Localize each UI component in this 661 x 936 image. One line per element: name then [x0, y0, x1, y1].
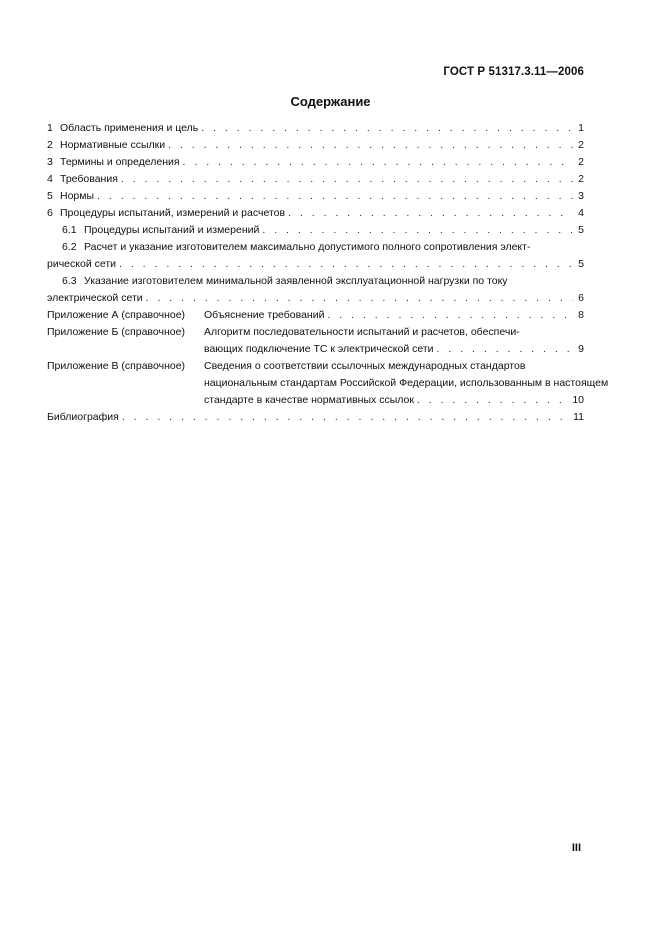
table-of-contents — [47, 120, 609, 426]
entry-page: 4 — [578, 207, 584, 219]
entry-label-line-1: Расчет и указание изготовителем максимально допустимого полного сопротивления элект- — [84, 241, 531, 253]
dot-leader — [97, 188, 573, 205]
toc-appendix-a[interactable] — [47, 307, 584, 324]
entry-line-1 — [47, 358, 584, 375]
entry-page: 2 — [578, 139, 584, 151]
entry-label: Область применения и цель — [60, 122, 199, 134]
entry-label-line-2: вающих подключение ТС к электрической сети — [204, 343, 434, 355]
entry-label-line-1: Сведения о соответствии ссылочных международных стандартов — [204, 360, 526, 372]
entry-page: 9 — [578, 343, 584, 355]
dot-leader — [119, 256, 573, 273]
entry-number: 2 — [47, 139, 53, 151]
toc-entry-4[interactable] — [47, 171, 584, 188]
toc-entry-1[interactable] — [47, 120, 584, 137]
entry-label-line-1: Указание изготовителем минимальной заявленной эксплуатационной нагрузки по току — [84, 275, 508, 287]
dot-leader — [201, 120, 573, 137]
entry-page: 8 — [578, 309, 584, 321]
entry-number: 6 — [47, 207, 53, 219]
entry-label: Термины и определения — [60, 156, 180, 168]
entry-line-1 — [47, 273, 584, 290]
entry-page: 6 — [578, 292, 584, 304]
entry-label-line-2: рической сети — [47, 258, 117, 270]
toc-entry-6-2[interactable] — [47, 239, 584, 273]
document-code: ГОСТ Р 51317.3.11—2006 — [443, 66, 584, 78]
appendix-prefix: Приложение Б (справочное) — [47, 326, 185, 338]
entry-page: 2 — [578, 173, 584, 185]
entry-page: 2 — [578, 156, 584, 168]
dot-leader — [168, 137, 573, 154]
dot-leader — [288, 205, 573, 222]
entry-line-1 — [47, 239, 584, 256]
page-number: III — [571, 842, 581, 854]
entry-last-line — [47, 341, 584, 358]
toc-entry-6-1[interactable] — [47, 222, 584, 239]
entry-number: 6.1 — [62, 224, 77, 236]
dot-leader — [121, 171, 573, 188]
entry-number: 3 — [47, 156, 53, 168]
toc-entry-2[interactable] — [47, 137, 584, 154]
entry-number: 1 — [47, 122, 53, 134]
entry-line-1 — [47, 324, 584, 341]
toc-entry-3[interactable] — [47, 154, 584, 171]
entry-page: 11 — [573, 411, 584, 423]
toc-appendix-v[interactable] — [47, 358, 609, 409]
entry-label-line-2: национальным стандартам Российской Федерации, использованным в настоящем — [204, 377, 609, 389]
entry-number: 6.2 — [62, 241, 77, 253]
toc-title: Содержание — [290, 94, 371, 109]
toc-entry-5[interactable] — [47, 188, 584, 205]
entry-line-2 — [47, 375, 609, 392]
entry-label: Нормы — [60, 190, 95, 202]
entry-last-line — [47, 392, 584, 409]
entry-page: 5 — [578, 258, 584, 270]
dot-leader — [122, 409, 570, 426]
entry-label: Процедуры испытаний, измерений и расчетов — [60, 207, 286, 219]
appendix-prefix: Приложение В (справочное) — [47, 360, 186, 372]
toc-entry-6-3[interactable] — [47, 273, 584, 307]
dot-leader — [262, 222, 573, 239]
toc-bibliography[interactable] — [47, 409, 584, 426]
entry-number: 5 — [47, 190, 53, 202]
entry-label-line-1: Алгоритм последовательности испытаний и расчетов, обеспечи- — [204, 326, 520, 338]
entry-page: 5 — [578, 224, 584, 236]
entry-page: 10 — [572, 394, 584, 406]
entry-last-line — [47, 256, 584, 273]
entry-last-line — [47, 290, 584, 307]
dot-leader — [327, 307, 573, 324]
entry-number: 4 — [47, 173, 53, 185]
entry-label: Нормативные ссылки — [60, 139, 166, 151]
toc-entry-6[interactable] — [47, 205, 584, 222]
entry-label-line-2: электрической сети — [47, 292, 143, 304]
dot-leader — [417, 392, 569, 409]
toc-appendix-b[interactable] — [47, 324, 584, 358]
appendix-prefix: Приложение А (справочное) — [47, 309, 186, 321]
entry-label: Процедуры испытаний и измерений — [84, 224, 260, 236]
entry-label: Требования — [60, 173, 118, 185]
entry-label: Объяснение требований — [204, 309, 325, 321]
dot-leader — [437, 341, 573, 358]
entry-page: 1 — [578, 122, 584, 134]
dot-leader — [183, 154, 573, 171]
dot-leader — [146, 290, 573, 307]
entry-page: 3 — [578, 190, 584, 202]
entry-label-line-3: стандарте в качестве нормативных ссылок — [204, 394, 414, 406]
entry-label: Библиография — [47, 411, 119, 423]
entry-number: 6.3 — [62, 275, 77, 287]
